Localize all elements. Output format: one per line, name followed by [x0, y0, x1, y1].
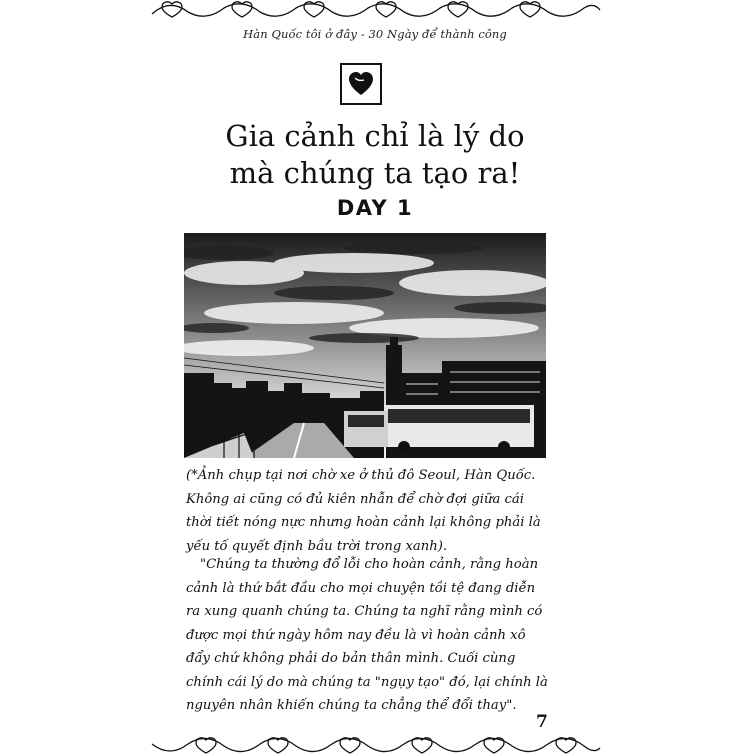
heart-border-bottom: [150, 734, 602, 756]
heart-border-top: [150, 0, 602, 22]
running-header: Hàn Quốc tôi ở đây - 30 Ngày để thành công: [243, 27, 507, 41]
chapter-title: [0, 118, 750, 192]
chapter-heart-box: [340, 63, 382, 105]
day-label: DAY 1: [336, 196, 414, 220]
photo-illustration: [184, 233, 546, 458]
body-paragraph: "Chúng ta thường đổ lỗi cho hoàn cảnh, rằng hoàn cảnh là thứ bắt đầu cho mọi chuyện tồi tệ đang diễn ra xung quanh chúng ta. Chúng ta nghĩ rằng mình có được mọi thứ ngày hôm nay đều là vì hoàn cảnh xô đẩy chứ không phải do bản thân mình. Cuối cùng chính cái lý do mà chúng ta "ngụy tạo" đó, lại chính là nguyên nhân khiến chúng ta chẳng thể đổi thay".: [186, 557, 548, 713]
chapter-title-line-1: Gia cảnh chỉ là lý do: [225, 119, 525, 153]
city-street-photo: [184, 233, 546, 458]
heart-icon: [347, 71, 375, 97]
chapter-title-line-2: mà chúng ta tạo ra!: [229, 156, 521, 190]
page-number: 7: [536, 712, 548, 732]
photo-caption: (*Ảnh chụp tại nơi chờ xe ở thủ đô Seoul, Hàn Quốc. Không ai cũng có đủ kiên nhẫn để chờ đợi giữa cái thời tiết nóng nực nhưng hoàn cảnh lại không phải là yếu tố quyết định bầu trời trong xanh).: [186, 468, 541, 554]
